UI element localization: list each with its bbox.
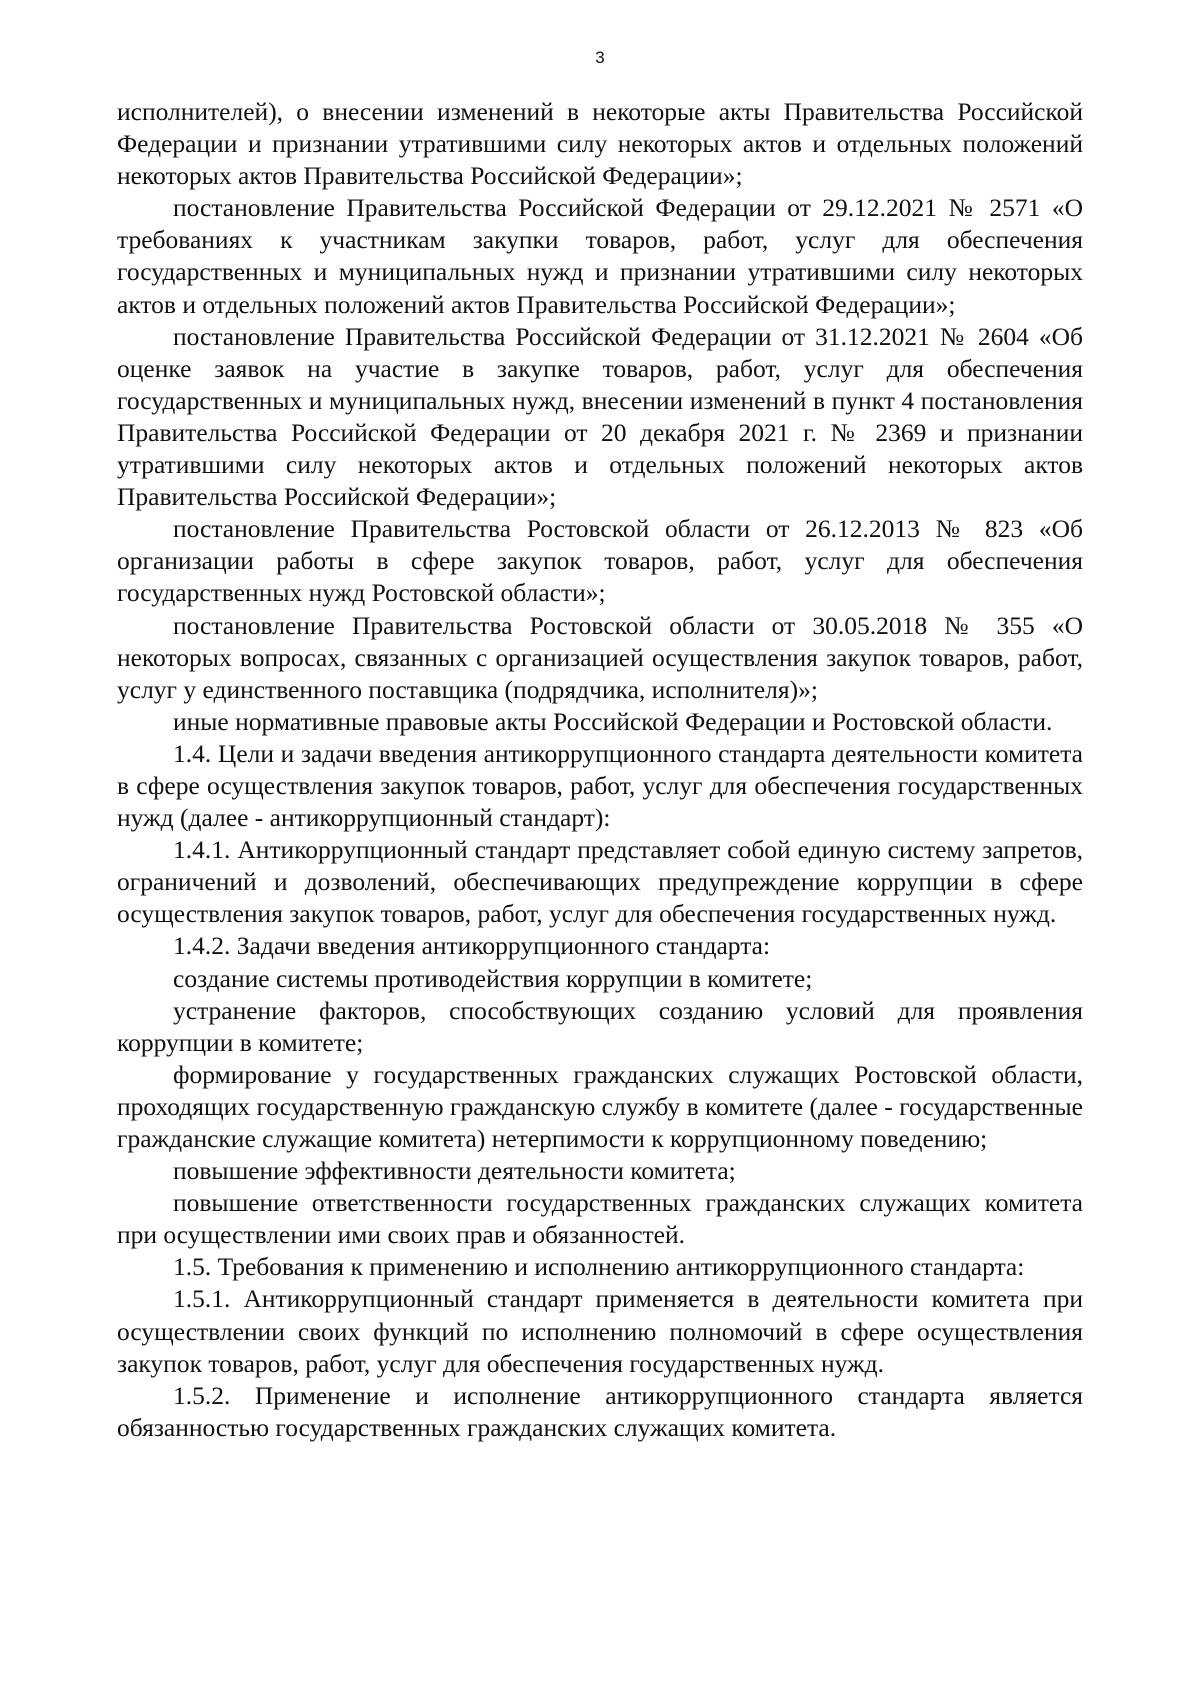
paragraph-1-4-2: 1.4.2. Задачи введения антикоррупционного стандарта:: [173, 931, 771, 961]
paragraph-1-5: 1.5. Требования к применению и исполнению антикоррупционного стандарта:: [173, 1252, 1025, 1282]
paragraph-1-4-1: 1.4.1. Антикоррупционный стандарт представляет собой единую систему запретов, ограничений и дозволений, обеспечивающих предупреждение коррупции в сфере осуществления закупок товаров, работ, услуг для обеспечения государственных нужд.: [117, 835, 1083, 929]
paragraph-task-responsibility: повышение ответственности государственных гражданских служащих комитета при осуществлении ими своих прав и обязанностей.: [117, 1188, 1083, 1250]
paragraph-1-5-1: 1.5.1. Антикоррупционный стандарт применяется в деятельности комитета при осуществлении своих функций по исполнению полномочий в сфере осуществления закупок товаров, работ, услуг для обеспечения государственных нужд.: [117, 1284, 1083, 1378]
page-number: 3: [595, 48, 605, 67]
paragraph-task-system: создание системы противодействия коррупции в комитете;: [173, 963, 813, 993]
paragraph-1-4: 1.4. Цели и задачи введения антикоррупционного стандарта деятельности комитета в сфере осуществления закупок товаров, работ, услуг для обеспечения государственных нужд (далее - антикоррупционный стандарт):: [117, 738, 1083, 833]
paragraph-continuation: исполнителей), о внесении изменений в некоторые акты Правительства Российской Федерации и признании утратившими силу некоторых актов и отдельных положений некоторых актов Правительства Российской Федерации»;: [117, 97, 1083, 191]
paragraph-task-factors: устранение факторов, способствующих созданию условий для проявления коррупции в комитете;: [117, 995, 1083, 1057]
paragraph-task-efficiency: повышение эффективности деятельности комитета;: [173, 1156, 736, 1186]
paragraph-decree-2571: постановление Правительства Российской Федерации от 29.12.2021 № 2571 «О требованиях к участникам закупки товаров, работ, услуг для обеспечения государственных и муниципальных нужд и признании утратившими силу некоторых актов и отдельных положений актов Правительства Российской Федерации»;: [117, 193, 1083, 319]
paragraph-decree-2604: постановление Правительства Российской Федерации от 31.12.2021 № 2604 «Об оценке заявок на участие в закупке товаров, работ, услуг для обеспечения государственных и муниципальных нужд, внесении изменений в пункт 4 постановления Правительства Российской Федерации от 20 декабря 2021 г. № 2369 и признании утратившими силу некоторых актов и отдельных положений некоторых актов Правительства Российской Федерации»;: [117, 321, 1083, 512]
paragraph-task-intolerance: формирование у государственных гражданских служащих Ростовской области, проходящих государственную гражданскую службу в комитете (далее - государственные гражданские служащие комитета) нетерпимости к коррупционному поведению;: [117, 1059, 1083, 1153]
paragraph-other-acts: иные нормативные правовые акты Российской Федерации и Ростовской области.: [173, 706, 1053, 736]
paragraph-decree-823: постановление Правительства Ростовской области от 26.12.2013 № 823 «Об организации работы в сфере закупок товаров, работ, услуг для обеспечения государственных нужд Ростовской области»;: [117, 514, 1083, 608]
paragraph-decree-355: постановление Правительства Ростовской области от 30.05.2018 № 355 «О некоторых вопросах, связанных с организацией осуществления закупок товаров, работ, услуг у единственного поставщика (подрядчика, исполнителя)»;: [117, 610, 1083, 704]
document-body: [117, 96, 1083, 1444]
paragraph-1-5-2: 1.5.2. Применение и исполнение антикоррупционного стандарта является обязанностью государственных гражданских служащих комитета.: [117, 1380, 1083, 1442]
